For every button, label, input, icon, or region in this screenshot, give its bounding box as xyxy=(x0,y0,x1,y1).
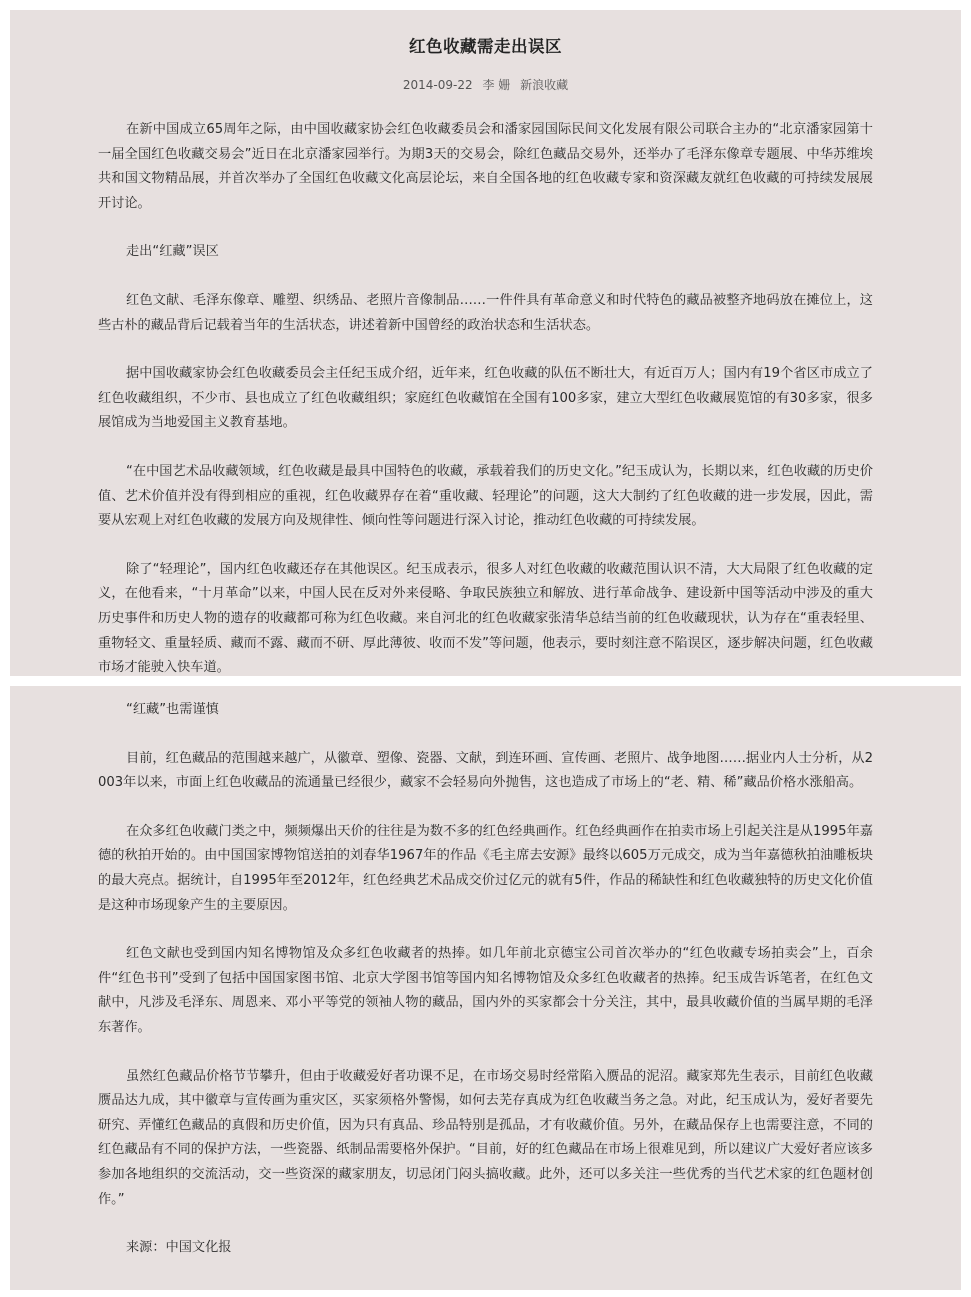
section-heading: 走出“红藏”误区 xyxy=(126,244,219,260)
section-heading: “红藏”也需谨慎 xyxy=(126,702,219,717)
article-source-credit: 来源：中国文化报 xyxy=(126,1240,232,1256)
article-title: 红色收藏需走出误区 xyxy=(409,37,562,56)
article-source: 新浪收藏 xyxy=(520,78,569,92)
paragraph: 虽然红色藏品价格节节攀升，但由于收藏爱好者功课不足，在市场交易时经常陷入赝品的泥沼。藏家郑先生表示，目前红色收藏赝品达九成，其中徽章与宣传画为重灾区，买家须格外警惕，如何去芜存真成为红色收藏当务之急。对此，纪玉成认为，爱好者要先研究、弄懂红色藏品的真假和历史价值，因为只有真品、珍品特别是孤品，才有收藏价值。另外，在藏品保存上也需要注意，不同的红色藏品有不同的保护方法，一些瓷器、纸制品需要格外保护。“目前，好的红色藏品在市场上很难见到，所以建议广大爱好者应该多参加各地组织的交流活动，交一些资深的藏家朋友，切忌闭门闷头搞收藏。此外，还可以多关注一些优秀的当代艺术家的红色题材创作。” xyxy=(98,1068,873,1207)
article-meta xyxy=(98,77,873,93)
article-panel-top xyxy=(10,10,961,676)
article-date: 2014-09-22 xyxy=(402,78,473,92)
paragraph: 在新中国成立65周年之际，由中国收藏家协会红色收藏委员会和潘家园国际民间文化发展有限公司联合主办的“北京潘家园第十一届全国红色收藏交易会”近日在北京潘家园举行。为期3天的交易会，除红色藏品交易外，还举办了毛泽东像章专题展、中华苏维埃共和国文物精品展，并首次举办了全国红色收藏文化高层论坛，来自全国各地的红色收藏专家和资深藏友就红色收藏的可持续发展展开讨论。 xyxy=(98,122,873,211)
paragraph: 在众多红色收藏门类之中，频频爆出天价的往往是为数不多的红色经典画作。红色经典画作在拍卖市场上引起关注是从1995年嘉德的秋拍开始的。由中国国家博物馆送拍的刘春华1967年的作品《毛主席去安源》最终以605万元成交，成为当年嘉德秋拍油雕板块的最大亮点。据统计，自1995年至2012年，红色经典艺术品成交价过亿元的就有5件，作品的稀缺性和红色收藏独特的历史文化价值是这种市场现象产生的主要原因。 xyxy=(98,823,873,913)
paragraph: 红色文献、毛泽东像章、雕塑、织绣品、老照片音像制品……一件件具有革命意义和时代特色的藏品被整齐地码放在摊位上，这些古朴的藏品背后记载着当年的生活状态，讲述着新中国曾经的政治状态和生活状态。 xyxy=(98,292,873,333)
paragraph: “在中国艺术品收藏领域，红色收藏是最具中国特色的收藏，承载着我们的历史文化。”纪玉成认为，长期以来，红色收藏的历史价值、艺术价值并没有得到相应的重视，红色收藏界存在着“重收藏、轻理论”的问题，这大大制约了红色收藏的进一步发展，因此，需要从宏观上对红色收藏的发展方向及规律性、倾向性等问题进行深入讨论，推动红色收藏的可持续发展。 xyxy=(98,463,873,529)
article-panel-bottom xyxy=(10,686,961,1290)
article-body-part1 xyxy=(98,118,873,681)
paragraph: 据中国收藏家协会红色收藏委员会主任纪玉成介绍，近年来，红色收藏的队伍不断壮大，有近百万人；国内有19个省区市成立了红色收藏组织，不少市、县也成立了红色收藏组织；家庭红色收藏馆在全国有100多家，建立大型红色收藏展览馆的有30多家，很多展馆成为当地爱国主义教育基地。 xyxy=(98,366,873,431)
paragraph: 目前，红色藏品的范围越来越广，从徽章、塑像、瓷器、文献，到连环画、宣传画、老照片、战争地图……据业内人士分析，从2003年以来，市面上红色收藏品的流通量已经很少，藏家不会轻易向外抛售，这也造成了市场上的“老、精、稀”藏品价格水涨船高。 xyxy=(98,750,873,791)
paragraph: 红色文献也受到国内知名博物馆及众多红色收藏者的热捧。如几年前北京德宝公司首次举办的“红色收藏专场拍卖会”上，百余件“红色书刊”受到了包括中国国家图书馆、北京大学图书馆等国内知名博物馆及众多红色收藏者的热捧。纪玉成告诉笔者，在红色文献中，凡涉及毛泽东、周恩来、邓小平等党的领袖人物的藏品，国内外的买家都会十分关注，其中，最具收藏价值的当属早期的毛泽东著作。 xyxy=(98,946,873,1035)
article-author: 李 姗 xyxy=(482,78,511,92)
paragraph: 除了“轻理论”，国内红色收藏还存在其他误区。纪玉成表示，很多人对红色收藏的收藏范围认识不清，大大局限了红色收藏的定义，在他看来，“十月革命”以来，中国人民在反对外来侵略、争取民族独立和解放、进行革命战争、建设新中国等活动中涉及的重大历史事件和历史人物的遗存的收藏都可称为红色收藏。来自河北的红色收藏家张清华总结当前的红色收藏现状，认为存在“重表轻里、重物轻文、重量轻质、藏而不露、藏而不研、厚此薄彼、收而不发”等问题，他表示，要时刻注意不陷误区，逐步解决问题，红色收藏市场才能驶入快车道。 xyxy=(98,561,873,676)
